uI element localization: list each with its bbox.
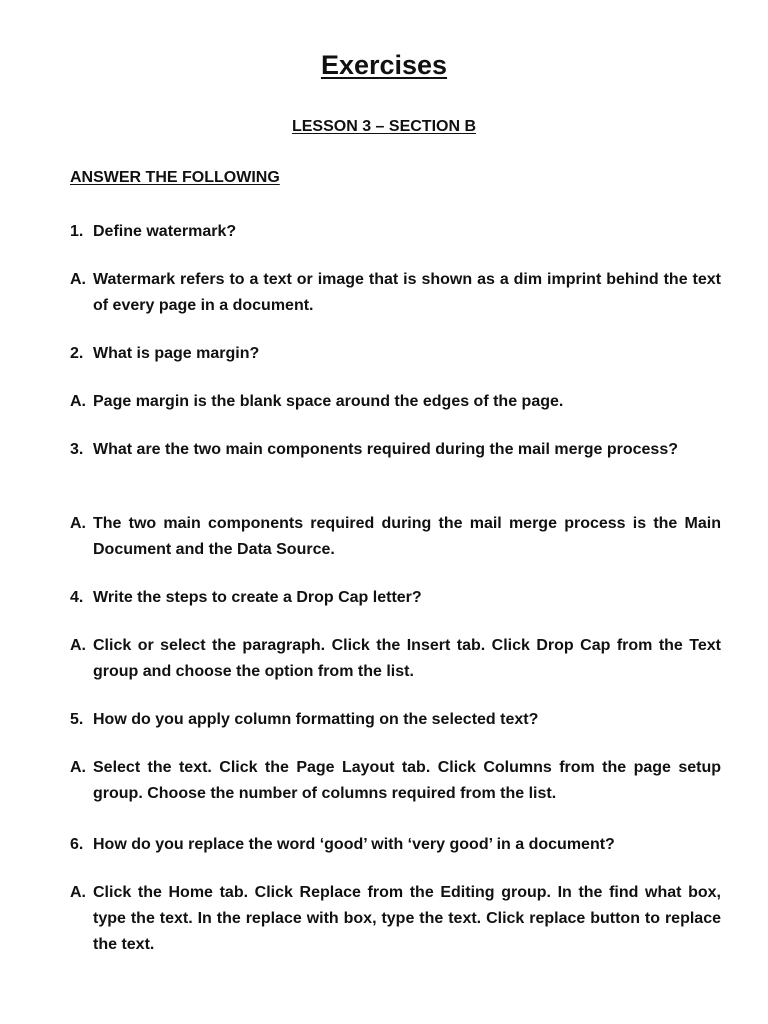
answer-1 <box>70 267 721 319</box>
instruction-heading: ANSWER THE FOLLOWING <box>70 169 280 186</box>
answer-5 <box>70 755 721 807</box>
question-number: 3. <box>70 441 84 458</box>
question-2 <box>70 341 721 367</box>
question-4 <box>70 585 721 611</box>
question-text: Define watermark? <box>93 223 237 240</box>
question-number: 6. <box>70 836 84 853</box>
question-number: 2. <box>70 345 84 362</box>
question-6 <box>70 832 721 858</box>
answer-6 <box>70 880 721 958</box>
answer-text: Select the text. Click the Page Layout tab. Click Columns from the page setup group. Choose the number of columns required from the list. <box>93 759 721 802</box>
answer-text: Click the Home tab. Click Replace from the Editing group. In the find what box, type the text. In the replace with box, type the text. Click replace button to replace the text. <box>93 884 721 953</box>
answer-marker: A. <box>70 884 86 901</box>
answer-4 <box>70 633 721 685</box>
question-1 <box>70 219 721 245</box>
answer-marker: A. <box>70 271 86 288</box>
question-text: Write the steps to create a Drop Cap letter? <box>93 589 422 606</box>
question-3 <box>70 437 721 463</box>
answer-marker: A. <box>70 759 86 776</box>
question-text: What are the two main components required during the mail merge process? <box>93 441 678 458</box>
question-text: How do you apply column formatting on the selected text? <box>93 711 539 728</box>
lesson-heading: LESSON 3 – SECTION B <box>291 118 477 135</box>
answer-3 <box>70 511 721 563</box>
answer-text: The two main components required during the mail merge process is the Main Document and the Data Source. <box>93 515 721 558</box>
answer-marker: A. <box>70 637 86 654</box>
answer-marker: A. <box>70 515 86 532</box>
answer-text: Watermark refers to a text or image that is shown as a dim imprint behind the text of every page in a document. <box>93 271 721 314</box>
question-text: What is page margin? <box>93 345 260 362</box>
question-5 <box>70 707 721 733</box>
answer-text: Page margin is the blank space around the edges of the page. <box>93 393 564 410</box>
answer-text: Click or select the paragraph. Click the Insert tab. Click Drop Cap from the Text group and choose the option from the list. <box>93 637 721 680</box>
question-number: 1. <box>70 223 84 240</box>
page-title: Exercises <box>320 50 448 80</box>
answer-2 <box>70 389 721 415</box>
answer-marker: A. <box>70 393 86 410</box>
question-text: How do you replace the word ‘good’ with ‘very good’ in a document? <box>93 836 615 853</box>
question-number: 5. <box>70 711 84 728</box>
question-number: 4. <box>70 589 84 606</box>
